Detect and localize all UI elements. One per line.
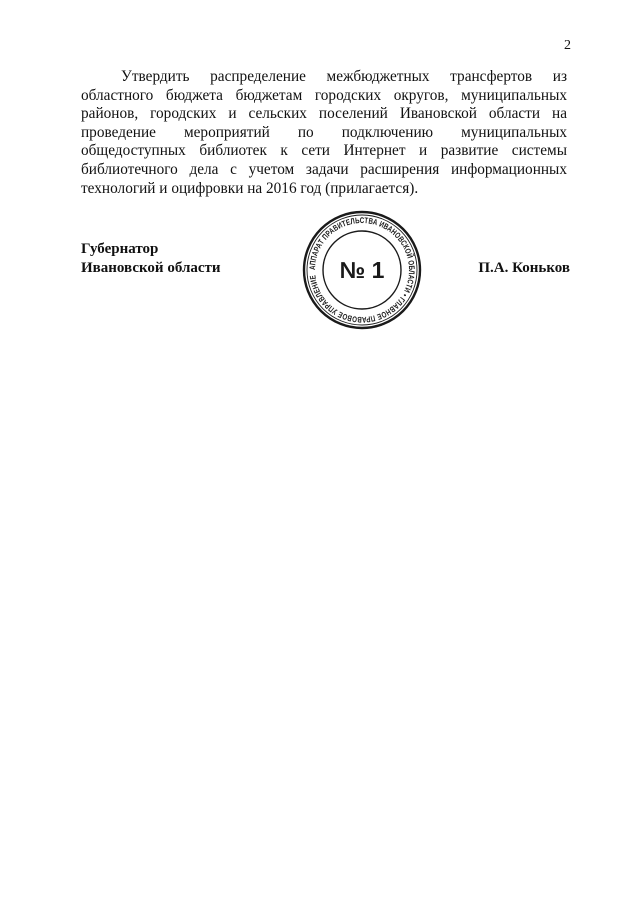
signature-title bbox=[81, 240, 221, 278]
page-number: 2 bbox=[564, 38, 571, 53]
signature-name: П.А. Коньков bbox=[478, 260, 570, 276]
seal-stamp-icon bbox=[301, 209, 423, 331]
body-paragraph: Утвердить распределение межбюджетных трансфертов из областного бюджета бюджетам городских округов, муниципальных районов, городских и сельских поселений Ивановской области на проведение мероприятий по подключению муниципальных общедоступных библиотек к сети Интернет и развитие системы библиотечного дела с учетом задачи расширения информационных технологий и оцифровки на 2016 год (прилагается). bbox=[81, 68, 567, 197]
seal-number: № 1 bbox=[339, 257, 385, 283]
seal-ring-textpath: АППАРАТ ПРАВИТЕЛЬСТВА ИВАНОВСКОЙ ОБЛАСТИ • ГЛАВНОЕ ПРАВОВОЕ УПРАВЛЕНИЕ bbox=[307, 215, 417, 325]
signature-title-line1: Губернатор bbox=[81, 241, 159, 257]
signature-title-line2: Ивановской области bbox=[81, 260, 221, 276]
